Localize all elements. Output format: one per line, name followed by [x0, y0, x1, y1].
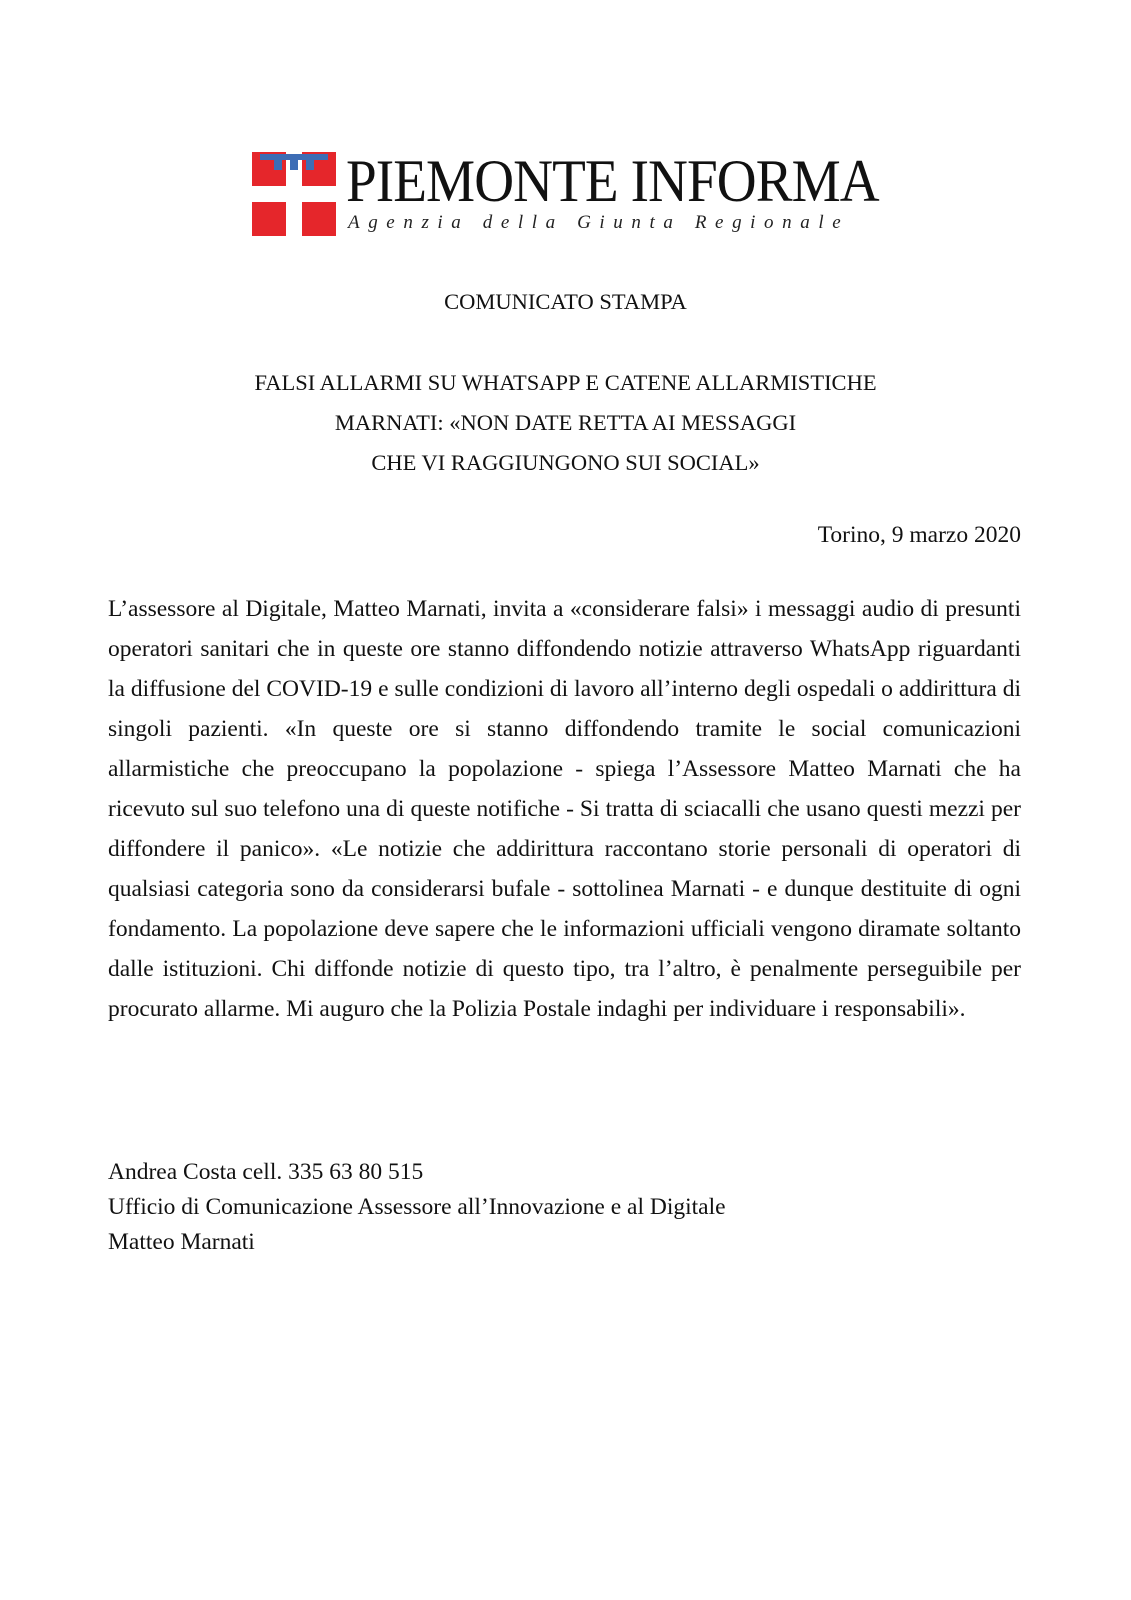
body-paragraph: L’assessore al Digitale, Matteo Marnati, invita a «considerare falsi» i messaggi audio di presunti operatori sanitari che in queste ore stanno diffondendo notizie attraverso WhatsApp riguardanti la diffusione del COVID-19 e sulle condizioni di lavoro all’interno degli ospedali o addirittura di singoli pazienti. «In queste ore si stanno diffondendo tramite le social comunicazioni allarmistiche che preoccupano la popolazione - spiega l’Assessore Matteo Marnati che ha ricevuto sul suo telefono una di queste notifiche - Si tratta di sciacalli che usano questi mezzi per diffondere il panico». «Le notizie che addirittura raccontano storie personali di operatori di qualsiasi categoria sono da considerarsi bufale - sottolinea Marnati - e dunque destituite di ogni fondamento. La popolazione deve sapere che le informazioni ufficiali vengono diramate soltanto dalle istituzioni. Chi diffonde notizie di questo tipo, tra l’altro, è penalmente perseguibile per procurato allarme. Mi auguro che la Polizia Postale indaghi per individuare i responsabili».: [108, 596, 1021, 1022]
emblem-label-pendant-1: [274, 160, 282, 170]
contact-line: Ufficio di Comunicazione Assessore all’Innovazione e al Digitale: [108, 1194, 726, 1220]
title-line: CHE VI RAGGIUNGONO SUI SOCIAL»: [371, 450, 760, 475]
contact-line: Andrea Costa cell. 335 63 80 515: [108, 1159, 424, 1185]
piemonte-coat-of-arms-icon: [252, 152, 336, 236]
title-line: FALSI ALLARMI SU WHATSAPP E CATENE ALLARMISTICHE: [254, 370, 877, 395]
piemonte-informa-logo: [252, 148, 879, 236]
date-line: Torino, 9 marzo 2020: [817, 522, 1021, 548]
press-release-title: [0, 363, 1131, 483]
logo-title: PIEMONTE INFORMA: [346, 148, 879, 214]
document-type-label: COMUNICATO STAMPA: [444, 289, 687, 314]
emblem-quadrant-bottom-right: [302, 202, 336, 236]
emblem-label-bar: [260, 154, 328, 160]
contact-line: Matteo Marnati: [108, 1229, 255, 1255]
emblem-quadrant-bottom-left: [252, 202, 286, 236]
emblem-label-pendant-3: [306, 160, 314, 170]
logo-subtitle: Agenzia della Giunta Regionale: [348, 212, 850, 233]
contact-block: [108, 1155, 1021, 1260]
emblem-label-pendant-2: [290, 160, 298, 170]
title-line: MARNATI: «NON DATE RETTA AI MESSAGGI: [334, 410, 797, 435]
